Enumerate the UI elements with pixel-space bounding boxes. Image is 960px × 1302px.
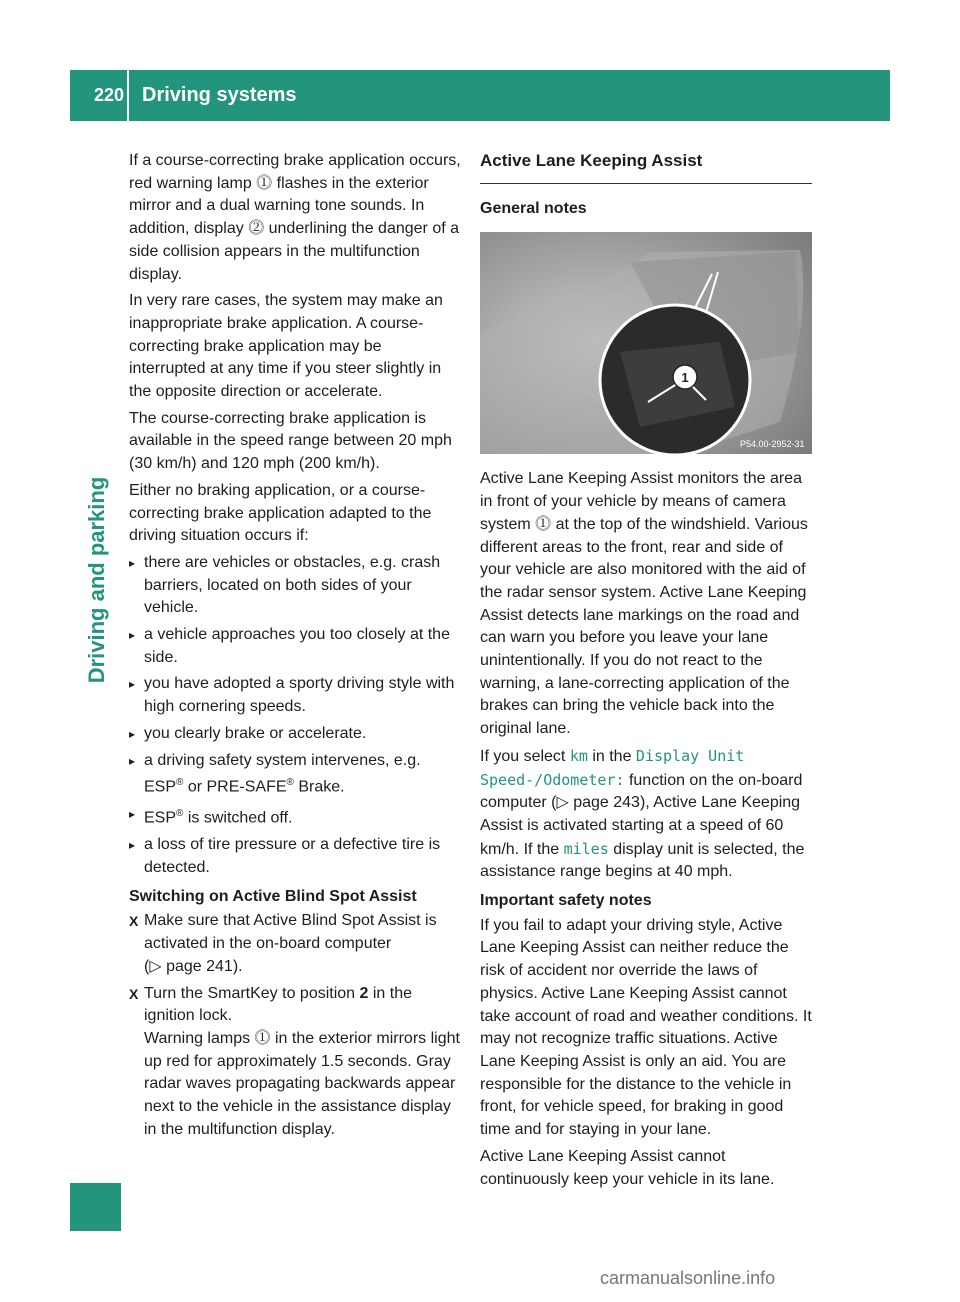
paragraph: If you select km in the Display Unit Speed-/Odometer: function on the on-board computer (▷ page 243), Active Lane Keeping Assist is activated starting at a speed of 60 km/h. If the miles display unit is selected, the assistance range begins at 40 mph. (480, 746, 805, 881)
chapter-label (82, 430, 112, 730)
list-item: ▸ a vehicle approaches you too closely at the side. (129, 624, 461, 669)
image-code: P54.00-2952-31 (740, 439, 805, 450)
section-title: Driving systems (142, 84, 297, 106)
subheading: Important safety notes (480, 892, 652, 910)
paragraph: If you fail to adapt your driving style, Active Lane Keeping Assist can neither reduce the risk of accident nor override the laws of physics. Active Lane Keeping Assist cannot take account of road and weather conditions. It may not recognize traffic situations. Active Lane Keeping Assist is only an aid. You are responsible for the distance to the vehicle in front, for vehicle speed, for braking in good time and for staying in your lane. (480, 916, 812, 1139)
page-number: 220 (93, 85, 124, 105)
windshield-camera-illustration (480, 232, 812, 454)
header-divider (127, 70, 129, 121)
watermark: carmanualsonline.info (600, 1268, 776, 1288)
list-item: ▸ you clearly brake or accelerate. (129, 723, 461, 746)
menu-item-display-unit: Display Unit Speed-/Odometer: (480, 746, 745, 789)
chapter-label-text: Driving and parking (84, 476, 109, 684)
menu-value-km: km (569, 746, 588, 765)
callout-number: 1 (681, 370, 689, 386)
step-item: X Make sure that Active Blind Spot Assist is activated in the on-board computer (▷ page 241). (129, 910, 461, 978)
subheading: Switching on Active Blind Spot Assist (129, 887, 417, 905)
paragraph: Active Lane Keeping Assist cannot continuously keep your vehicle in its lane. (480, 1147, 775, 1188)
list-item: ▸ you have adopted a sporty driving style with high cornering speeds. (129, 673, 461, 718)
illustration-svg (480, 232, 812, 454)
paragraph: Active Lane Keeping Assist monitors the area in front of your vehicle by means of camera system ⓵ at the top of the windshield. Various different areas to the front, rear and side of your vehicle are also monitored with the aid of the radar sensor system. Active Lane Keeping Assist detects lane markings on the road and can warn you before you leave your lane unintentionally. If you do not react to the warning, a lane-correcting application of the brakes can bring the vehicle back into the original lane. (480, 470, 808, 738)
paragraph: Either no braking application, or a course-correcting brake application adapted to the driving situation occurs if: (129, 481, 432, 545)
condition-list (129, 552, 461, 880)
list-item: ▸ there are vehicles or obstacles, e.g. crash barriers, located on both sides of your vehicle. (129, 552, 461, 620)
page-header (70, 70, 890, 121)
step-item: X Turn the SmartKey to position 2 in the ignition lock. Warning lamps ⓵ in the exterior mirrors light up red for approximately 1.5 seconds. Gray radar waves propagating backwards appear next to the vehicle in the assistance display in the multifunction display. (129, 983, 461, 1142)
paragraph: The course-correcting brake application is available in the speed range between 20 mph (30 km/h) and 120 mph (200 km/h). (129, 409, 452, 473)
list-item: ▸ ESP® is switched off. (129, 803, 461, 830)
paragraph: In very rare cases, the system may make an inappropriate brake application. A course-correcting brake application may be interrupted at any time if you steer slightly in the opposite direction or accelerate. (129, 292, 443, 401)
step-list (129, 910, 461, 1141)
left-column (129, 150, 461, 1145)
list-item: ▸ a loss of tire pressure or a defective tire is detected. (129, 834, 461, 879)
page-reference: (▷ page 241). (144, 957, 243, 975)
menu-value-miles: miles (563, 839, 609, 858)
right-column (480, 150, 812, 1195)
paragraph: If a course-correcting brake application occurs, red warning lamp ⓵ flashes in the exterior mirror and a dual warning tone sounds. In addition, display ⓶ underlining the danger of a side collision appears in the multifunction display. (129, 152, 461, 283)
chapter-marker (70, 1183, 121, 1231)
section-heading: Active Lane Keeping Assist (480, 150, 812, 184)
list-item: ▸ a driving safety system intervenes, e.g. ESP® or PRE-SAFE® Brake. (129, 750, 461, 800)
subheading: General notes (480, 199, 587, 217)
